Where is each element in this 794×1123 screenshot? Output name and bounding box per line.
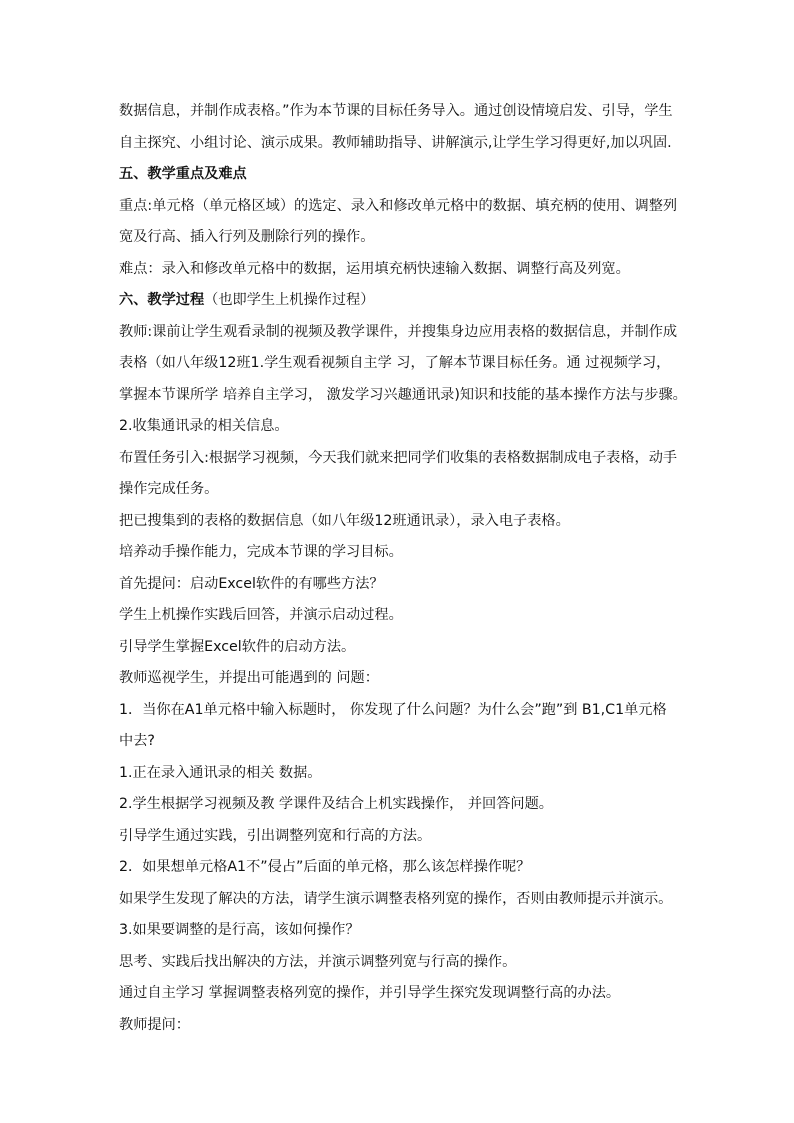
- paragraph-line: 学生上机操作实践后回答，并演示启动过程。: [119, 607, 403, 623]
- paragraph-line: 教师巡视学生，并提出可能遇到的 问题：: [119, 670, 379, 686]
- paragraph-line: 宽及行高、插入行列及删除行列的操作。: [119, 229, 375, 245]
- paragraph-line: 掌握本节课所学 培养自主学习， 激发学习兴趣通讯录)知识和技能的基本操作方法与步骤。: [119, 386, 687, 403]
- paragraph-line: 布置任务引入:根据学习视频，今天我们就来把同学们收集的表格数据制成电子表格，动手: [119, 449, 678, 466]
- paragraph-line: 2．如果想单元格A1不”侵占”后面的单元格，那么该怎样操作呢？: [119, 859, 531, 875]
- section-heading-6-title: 六、教学过程: [119, 292, 205, 308]
- paragraph-line: 难点：录入和修改单元格中的数据，运用填充柄快速输入数据、调整行高及列宽。: [119, 260, 630, 277]
- paragraph-line: 通过自主学习 掌握调整表格列宽的操作，并引导学生探究发现调整行高的办法。: [119, 985, 621, 1001]
- paragraph-line: 表格（如八年级12班1.学生观看视频自主学 习，了解本节课目标任务。通 过视频学习，: [119, 355, 671, 371]
- paragraph-line: 1．当你在A1单元格中输入标题时， 你发现了什么问题？为什么会”跑”到 B1,C1单元格: [119, 701, 667, 718]
- paragraph-line: 思考、实践后找出解决的方法，并演示调整列宽与行高的操作。: [119, 953, 517, 970]
- paragraph-line: 教师提问：: [119, 1016, 190, 1033]
- paragraph-line: 自主探究、小组讨论、演示成果。教师辅助指导、讲解演示,让学生学习得更好,加以巩固.: [119, 134, 672, 151]
- section-heading-6-note: （也即学生上机操作过程）: [204, 292, 375, 308]
- paragraph-line: 1.正在录入通讯录的相关 数据。: [119, 764, 322, 781]
- paragraph-line: 引导学生通过实践，引出调整列宽和行高的方法。: [119, 827, 432, 844]
- paragraph-line: 如果学生发现了解决的方法，请学生演示调整表格列宽的操作，否则由教师提示并演示。: [119, 890, 673, 907]
- document-body: [119, 96, 694, 1041]
- paragraph-line: 首先提问：启动Excel软件的有哪些方法？: [119, 575, 384, 592]
- paragraph-line: 2.收集通讯录的相关信息。: [119, 418, 289, 434]
- paragraph-line: 教师:课前让学生观看录制的视频及教学课件，并搜集身边应用表格的数据信息，并制作成: [119, 323, 678, 340]
- paragraph-line: 培养动手操作能力，完成本节课的学习目标。: [119, 544, 403, 560]
- paragraph-line: 操作完成任务。: [119, 481, 219, 497]
- paragraph-line: 引导学生掌握Excel软件的启动方法。: [119, 638, 356, 655]
- paragraph-line: 重点:单元格（单元格区域）的选定、录入和修改单元格中的数据、填充柄的使用、调整列: [119, 197, 678, 214]
- paragraph-line: 把已搜集到的表格的数据信息（如八年级12班通讯录），录入电子表格。: [119, 512, 570, 529]
- paragraph-line: 数据信息，并制作成表格。”作为本节课的目标任务导入。通过创设情境启发、引导，学生: [119, 103, 673, 119]
- section-heading-5: 五、教学重点及难点: [119, 166, 247, 182]
- section-heading-6: [119, 285, 694, 317]
- paragraph-line: 3.如果要调整的是行高，该如何操作？: [119, 922, 360, 938]
- paragraph-line: 中去?: [119, 733, 155, 749]
- paragraph-line: 2.学生根据学习视频及教 学课件及结合上机实践操作， 并回答问题。: [119, 796, 553, 812]
